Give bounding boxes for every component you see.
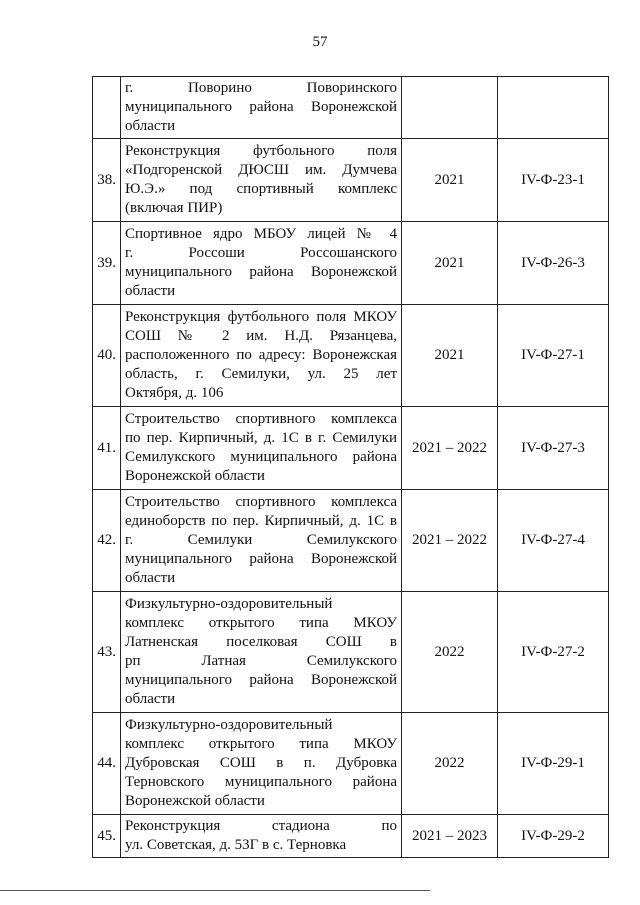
object-description bbox=[121, 713, 402, 815]
implementation-years: 2022 bbox=[402, 713, 498, 815]
description-line: г. Поворино Поворинского bbox=[125, 80, 397, 96]
object-code: IV-Ф-27-1 bbox=[498, 305, 609, 407]
description-line: Физкультурно-оздоровительный bbox=[125, 596, 333, 612]
description-line: области bbox=[125, 118, 176, 134]
description-line: Воронежской области bbox=[125, 793, 265, 809]
description-line: Физкультурно-оздоровительный bbox=[125, 717, 333, 733]
row-number: 40. bbox=[93, 305, 121, 407]
implementation-years: 2021 – 2022 bbox=[402, 490, 498, 592]
implementation-years: 2022 bbox=[402, 592, 498, 713]
description-line: Ю.Э.» под спортивный комплекс bbox=[125, 181, 397, 197]
object-code: IV-Ф-27-4 bbox=[498, 490, 609, 592]
description-line: Реконструкция футбольного поля bbox=[125, 143, 397, 159]
description-line: Латненская поселковая СОШ в bbox=[125, 634, 397, 650]
row-number: 38. bbox=[93, 139, 121, 222]
description-line: Дубровская СОШ в п. Дубровка bbox=[125, 755, 397, 771]
row-number: 42. bbox=[93, 490, 121, 592]
description-line: муниципального района Воронежской bbox=[125, 99, 397, 115]
row-number: 45. bbox=[93, 815, 121, 858]
object-description bbox=[121, 222, 402, 305]
object-description bbox=[121, 77, 402, 139]
implementation-years: 2021 bbox=[402, 139, 498, 222]
description-line: рп Латная Семилукского bbox=[125, 653, 397, 669]
description-line: г. Семилуки Семилукского bbox=[125, 532, 397, 548]
footer-rule bbox=[0, 890, 430, 891]
row-number: 44. bbox=[93, 713, 121, 815]
object-code: IV-Ф-23-1 bbox=[498, 139, 609, 222]
object-description bbox=[121, 305, 402, 407]
description-line: (включая ПИР) bbox=[125, 200, 223, 216]
object-code: IV-Ф-29-2 bbox=[498, 815, 609, 858]
description-line: ул. Советская, д. 53Г в с. Терновка bbox=[125, 837, 347, 853]
description-line: муниципального района Воронежской bbox=[125, 264, 397, 280]
object-description bbox=[121, 815, 402, 858]
table-row bbox=[93, 305, 609, 407]
object-code: IV-Ф-26-3 bbox=[498, 222, 609, 305]
table-row bbox=[93, 139, 609, 222]
row-number: 41. bbox=[93, 407, 121, 490]
implementation-years: 2021 bbox=[402, 222, 498, 305]
page-number: 57 bbox=[312, 34, 328, 50]
implementation-years: 2021 bbox=[402, 305, 498, 407]
description-line: по пер. Кирпичный, д. 1С в г. Семилуки bbox=[125, 430, 397, 446]
table-row bbox=[93, 713, 609, 815]
description-line: Воронежской области bbox=[125, 468, 265, 484]
description-line: области bbox=[125, 570, 176, 586]
object-description bbox=[121, 592, 402, 713]
description-line: Спортивное ядро МБОУ лицей № 4 bbox=[125, 226, 397, 242]
description-line: муниципального района Воронежской bbox=[125, 551, 397, 567]
implementation-years: 2021 – 2022 bbox=[402, 407, 498, 490]
table-row bbox=[93, 815, 609, 858]
description-line: Октября, д. 106 bbox=[125, 385, 224, 401]
table-row bbox=[93, 407, 609, 490]
table-body bbox=[93, 77, 609, 858]
table-row bbox=[93, 592, 609, 713]
row-number: 39. bbox=[93, 222, 121, 305]
description-line: Строительство спортивного комплекса bbox=[125, 411, 397, 427]
description-line: Терновского муниципального района bbox=[125, 774, 397, 790]
object-code: IV-Ф-27-3 bbox=[498, 407, 609, 490]
description-line: Строительство спортивного комплекса bbox=[125, 494, 397, 510]
implementation-years: 2021 – 2023 bbox=[402, 815, 498, 858]
table-row bbox=[93, 222, 609, 305]
description-line: единоборств по пер. Кирпичный, д. 1С в bbox=[125, 513, 397, 529]
implementation-years bbox=[402, 77, 498, 139]
object-description bbox=[121, 490, 402, 592]
object-description bbox=[121, 139, 402, 222]
object-description bbox=[121, 407, 402, 490]
description-line: Реконструкция стадиона по bbox=[125, 818, 397, 834]
description-line: область, г. Семилуки, ул. 25 лет bbox=[125, 366, 397, 382]
description-line: области bbox=[125, 691, 176, 707]
object-code bbox=[498, 77, 609, 139]
objects-table bbox=[92, 76, 609, 858]
description-line: области bbox=[125, 283, 176, 299]
description-line: г. Россоши Россошанского bbox=[125, 245, 397, 261]
description-line: Семилукского муниципального района bbox=[125, 449, 397, 465]
description-line: муниципального района Воронежской bbox=[125, 672, 397, 688]
description-line: «Подгоренской ДЮСШ им. Думчева bbox=[125, 162, 397, 178]
table-row bbox=[93, 77, 609, 139]
object-code: IV-Ф-29-1 bbox=[498, 713, 609, 815]
description-line: расположенного по адресу: Воронежская bbox=[125, 347, 397, 363]
object-code: IV-Ф-27-2 bbox=[498, 592, 609, 713]
table-row bbox=[93, 490, 609, 592]
row-number bbox=[93, 77, 121, 139]
description-line: комплекс открытого типа МКОУ bbox=[125, 615, 397, 631]
description-line: комплекс открытого типа МКОУ bbox=[125, 736, 397, 752]
row-number: 43. bbox=[93, 592, 121, 713]
description-line: Реконструкция футбольного поля МКОУ bbox=[125, 309, 397, 325]
description-line: СОШ № 2 им. Н.Д. Рязанцева, bbox=[125, 328, 397, 344]
